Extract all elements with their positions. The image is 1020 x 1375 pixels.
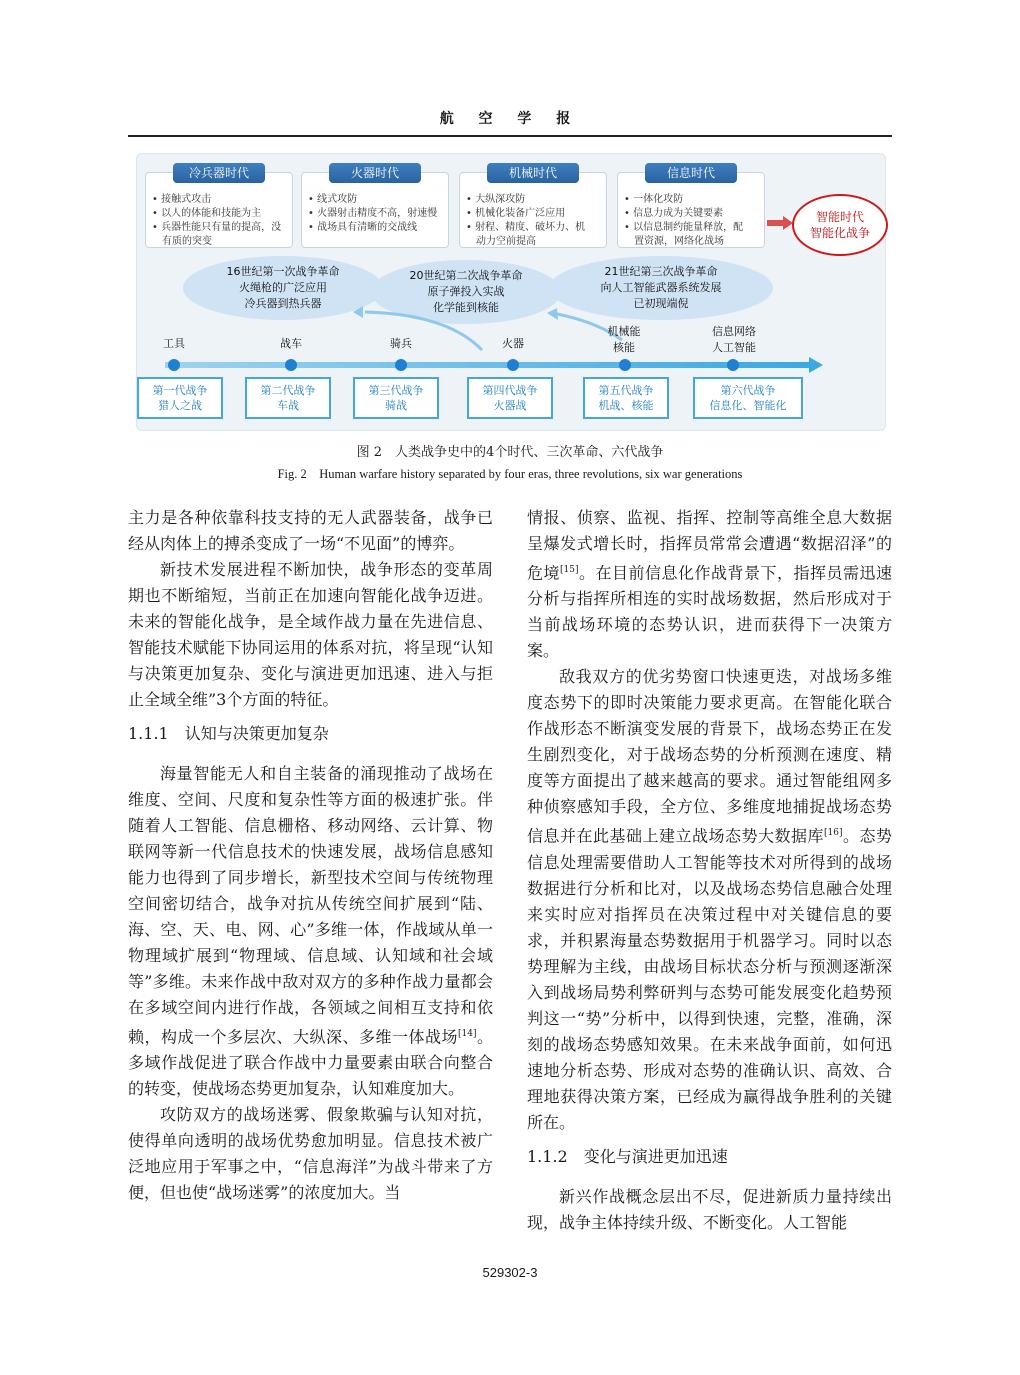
- paragraph: 主力是各种依靠科技支持的无人武器装备，战争已经从肉体上的搏杀变成了一场“不见面”的博弈。: [128, 508, 493, 553]
- weapon-label: 工具: [163, 337, 185, 350]
- weapon-label-line: 核能: [613, 341, 635, 354]
- weapon-label: 火器: [502, 337, 524, 350]
- era-point: • 战场具有清晰的交战线: [308, 221, 442, 235]
- right-column: [527, 505, 892, 1236]
- era-point-cont: 动力空前提高: [476, 236, 536, 247]
- generation-line: 骑战: [385, 399, 407, 412]
- journal-title: 航 空 学 报: [439, 111, 581, 127]
- weapon-label-line: 机械能: [607, 325, 641, 338]
- era-point: • 大纵深攻防: [466, 193, 600, 207]
- timeline-dot: [727, 359, 739, 371]
- revolution-line: 已初现端倪: [633, 297, 689, 310]
- revolution-line: 向人工智能武器系统发展: [600, 281, 722, 294]
- generation-box-1: [137, 377, 223, 419]
- era-point: • 以信息制约能量释放，配: [624, 221, 758, 235]
- paragraph: 攻防双方的战场迷雾、假象欺骗与认知对抗，使得单向透明的战场优势愈加明显。信息技术被广泛地应用于军事之中，“信息海洋”为战斗带来了方便，但也使“战场迷雾”的浓度加大。当: [128, 1105, 493, 1203]
- left-column: [128, 505, 493, 1206]
- generation-line: 第二代战争: [260, 384, 316, 397]
- page-number: 529302-3: [482, 1265, 538, 1280]
- timeline-dot: [285, 359, 297, 371]
- smart-era-line: 智能时代: [815, 210, 864, 224]
- generation-line: 猎人之战: [158, 399, 202, 412]
- weapon-label: [579, 324, 669, 356]
- generation-line: 机战、核能: [598, 399, 654, 412]
- era-point-cont: 置资源，网络化战场: [634, 236, 724, 247]
- section-heading-1-1-1: 1.1.1 认知与决策更加复杂: [128, 724, 329, 743]
- figure-caption-cn: 图 2 人类战争史中的4个时代、三次革命、六代战争: [356, 445, 664, 460]
- timeline-bar: [165, 362, 815, 368]
- era-point: • 以人的体能和技能为主: [152, 207, 286, 221]
- generation-line: 第一代战争: [152, 384, 208, 397]
- revolution-line: 16世纪第一次战争革命: [226, 265, 340, 278]
- paragraph-text: 敌我双方的优劣势窗口快速更迭，对战场多维度态势下的即时决策能力要求更高。在智能化联合作战形态不断演变发展的背景下，战场态势正在发生剧烈变化，对于战场态势的分析预测在速度、精度等方面提出了越来越高的要求。通过智能组网多种侦察感知手段，全方位、多维度地捕捉战场态势信息并在此基础上建立战场态势大数据库: [527, 667, 892, 846]
- weapon-label: 战车: [280, 337, 302, 350]
- era-tab-mechanical: 机械时代: [487, 163, 579, 183]
- section-heading-1-1-2: 1.1.2 变化与演进更加迅速: [527, 1146, 728, 1166]
- citation: [15]: [560, 565, 579, 575]
- paragraph-text: 海量智能无人和自主装备的涌现推动了战场在维度、空间、尺度和复杂性等方面的极速扩张。伴随着人工智能、信息栅格、移动网络、云计算、物联网等新一代信息技术的快速发展，战场信息感知能力也得到了同步增长，新型技术空间与传统物理空间密切结合，战争对抗从传统空间扩展到“陆、海、空、天、电、网、心”多维一体，作战域从单一物理域扩展到“物理域、信息域、认知域和社会域等”多维。未来作战中敌对双方的多种作战力量都会在多域空间内进行作战，各领域之间相互支持和依赖，构成一个多层次、大纵深、多维一体战场: [128, 764, 493, 1047]
- paragraph-text: 。在目前信息化作战背景下，指挥员需迅速分析与指挥所相连的实时战场数据，然后形成对于当前战场环境的态势认识，进而获得下一决策方案。: [527, 563, 892, 661]
- era-point-cont: 有质的突变: [162, 236, 212, 247]
- era-point: • 线式攻防: [308, 193, 442, 207]
- timeline-dot: [395, 359, 407, 371]
- weapon-label: [689, 324, 779, 356]
- era-point: • 机械化装备广泛应用: [466, 207, 600, 221]
- figure-caption-en: Fig. 2 Human warfare history separated by four eras, three revolutions, six war generations: [277, 467, 743, 481]
- generation-box-6: [693, 377, 803, 419]
- smart-era-line: 智能化战争: [809, 226, 870, 240]
- paragraph: [128, 761, 493, 1102]
- generation-line: 火器战: [493, 399, 527, 412]
- revolution-line: 火绳枪的广泛应用: [239, 281, 327, 294]
- revolution-line: 20世纪第二次战争革命: [409, 269, 523, 282]
- weapon-label: 骑兵: [390, 337, 412, 350]
- era-point: • 接触式攻击: [152, 193, 286, 207]
- generation-line: 信息化、智能化: [709, 399, 787, 412]
- era-point: • 信息力成为关键要素: [624, 207, 758, 221]
- generation-box-5: [583, 377, 669, 419]
- era-tab-cold-weapon: 冷兵器时代: [173, 163, 265, 183]
- revolution-line: 化学能到核能: [433, 301, 499, 314]
- timeline-dot: [619, 359, 631, 371]
- weapon-label-line: 人工智能: [712, 341, 756, 354]
- figure-2: [136, 153, 886, 431]
- paragraph: [527, 505, 892, 664]
- paragraph: [527, 664, 892, 1135]
- citation: [14]: [458, 1029, 477, 1039]
- generation-line: 第三代战争: [368, 384, 424, 397]
- paragraph: 新技术发展进程不断加快，战争形态的变革周期也不断缩短，当前正在加速向智能化战争迈进。未来的智能化战争，是全域作战力量在先进信息、智能技术赋能下协同运用的体系对抗，将呈现“认知与决策更加复杂、变化与演进更加迅速、进入与拒止全域全维”3个方面的特征。: [128, 560, 493, 709]
- generation-line: 第六代战争: [720, 384, 776, 397]
- paragraph: 新兴作战概念层出不尽，促进新质力量持续出现，战争主体持续升级、不断变化。人工智能: [527, 1186, 892, 1232]
- generation-line: 第四代战争: [482, 384, 538, 397]
- generation-box-3: [353, 377, 439, 419]
- citation: [16]: [824, 828, 843, 839]
- timeline-dot: [168, 359, 180, 371]
- paragraph-text: 。多域作战促进了联合作战中力量要素由联合向整合的转变，使战场态势更加复杂，认知难度加大。: [128, 1027, 493, 1099]
- generation-line: 第五代战争: [598, 384, 654, 397]
- era-tab-firearm: 火器时代: [329, 163, 421, 183]
- revolution-line: 21世纪第三次战争革命: [604, 265, 718, 278]
- era-point: • 兵器性能只有量的提高，没: [152, 221, 286, 235]
- era-tab-information: 信息时代: [645, 163, 737, 183]
- timeline-dot: [507, 359, 519, 371]
- era-point: • 射程、精度、破坏力、机: [466, 221, 600, 235]
- timeline-arrow-icon: [809, 357, 823, 373]
- revolution-line: 冷兵器到热兵器: [244, 297, 322, 310]
- weapon-label-line: 信息网络: [712, 325, 756, 338]
- generation-line: 车战: [277, 399, 299, 412]
- revolution-line: 原子弹投入实战: [427, 285, 505, 298]
- paragraph-text: 。态势信息处理需要借助人工智能等技术对所得到的战场数据进行分析和比对，以及战场态势信息融合处理来实时应对指挥员在决策过程中对关键信息的要求，并积累海量态势数据用于机器学习。同时以态势理解为主线，由战场目标状态分析与预测逐渐深入到战场局势利弊研判与态势可能发展变化趋势预判这一“势”分析中，以得到快速，完整，准确，深刻的战场态势感知效果。在未来战争面前，如何迅速地分析态势、形成对态势的准确认识、高效、合理地获得决策方案，已经成为赢得战争胜利的关键所在。: [527, 826, 892, 1132]
- generation-box-2: [245, 377, 331, 419]
- paragraph-text: 情报、侦察、监视、指挥、控制等高维全息大数据呈爆发式增长时，指挥员常常会遭遇“数据沼泽”的危境: [527, 508, 892, 583]
- generation-box-4: [467, 377, 553, 419]
- era-point: • 火器射击精度不高，射速慢: [308, 207, 442, 221]
- header-rule: [128, 135, 892, 137]
- era-point: • 一体化攻防: [624, 193, 758, 207]
